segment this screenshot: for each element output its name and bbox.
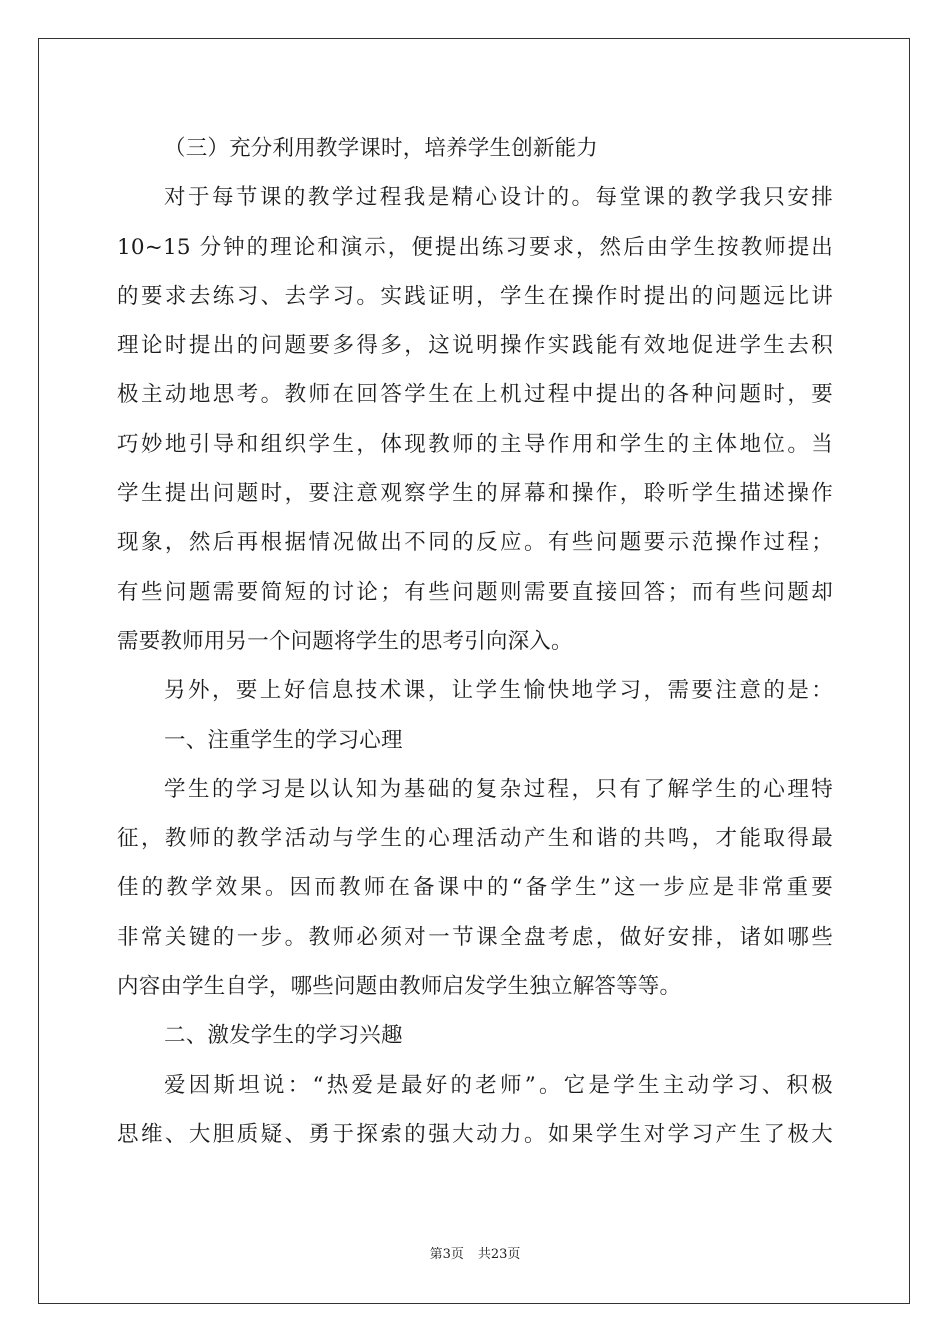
text-line-21: 思维、大胆质疑、勇于探索的强大动力。如果学生对学习产生了极大 [117,1121,833,1147]
text-line-9: 现象，然后再根据情况做出不同的反应。有些问题要示范操作过程； [117,530,833,556]
text-line-10: 有些问题需要简短的讨论；有些问题则需要直接回答；而有些问题却 [117,579,833,605]
text-line-20: 爱因斯坦说：“热爱是最好的老师”。它是学生主动学习、积极 [164,1072,833,1098]
text-line-6: 极主动地思考。教师在回答学生在上机过程中提出的各种问题时，要 [117,382,833,408]
page-number: 第3页 [429,1247,464,1262]
text-line-11: 需要教师用另一个问题将学生的思考引向深入。 [117,628,573,654]
text-line-1: （三）充分利用教学课时，培养学生创新能力 [164,136,599,161]
text-line-14: 学生的学习是以认知为基础的复杂过程，只有了解学生的心理特 [164,776,833,802]
text-line-17: 非常关键的一步。教师必须对一节课全盘考虑，做好安排，诸如哪些 [117,924,833,950]
text-line-18: 内容由学生自学，哪些问题由教师启发学生独立解答等等。 [117,974,682,1000]
text-line-16: 佳的教学效果。因而教师在备课中的“备学生”这一步应是非常重要 [117,875,833,901]
text-line-5: 理论时提出的问题要多得多，这说明操作实践能有效地促进学生去积 [117,333,833,359]
text-line-8: 学生提出问题时，要注意观察学生的屏幕和操作，聆听学生描述操作 [117,481,833,507]
total-pages: 共23页 [477,1247,521,1262]
text-line-12: 另外，要上好信息技术课，让学生愉快地学习，需要注意的是： [164,678,833,704]
text-line-19: 二、激发学生的学习兴趣 [164,1023,403,1049]
page-footer [0,1243,950,1262]
text-line-4: 的要求去练习、去学习。实践证明，学生在操作时提出的问题远比讲 [117,283,833,309]
text-line-2: 对于每节课的教学过程我是精心设计的。每堂课的教学我只安排 [164,185,833,211]
document-body [117,124,833,1159]
text-line-7: 巧妙地引导和组织学生，体现教师的主导作用和学生的主体地位。当 [117,431,833,457]
text-line-13: 一、注重学生的学习心理 [164,727,403,753]
text-line-3: 10~15 分钟的理论和演示，便提出练习要求，然后由学生按教师提出 [117,234,833,260]
text-line-15: 征，教师的教学活动与学生的心理活动产生和谐的共鸣，才能取得最 [117,826,833,852]
